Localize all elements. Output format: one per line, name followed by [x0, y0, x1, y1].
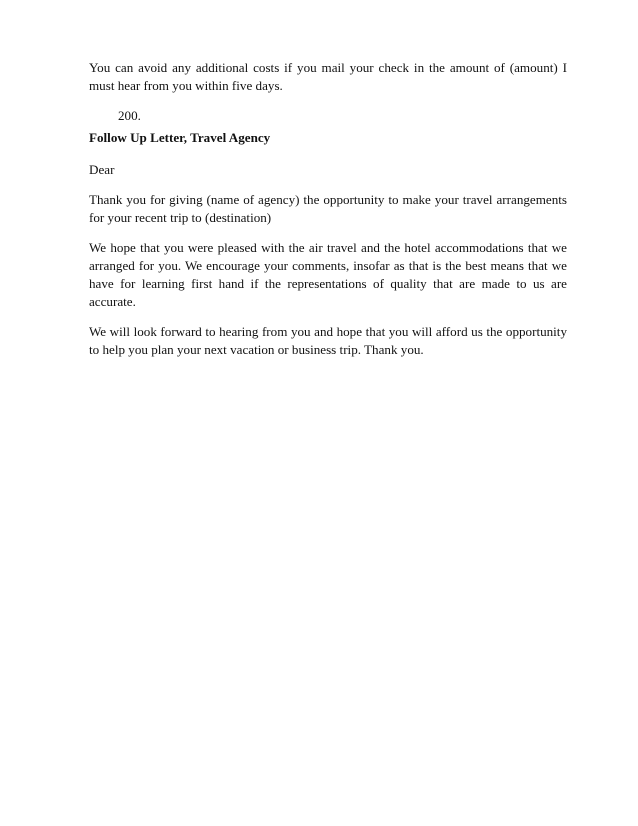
letter-content: [89, 59, 567, 359]
salutation: Dear: [89, 162, 115, 177]
body-paragraph: Thank you for giving (name of agency) the opportunity to make your travel arrangements for your recent trip to (destination): [89, 192, 567, 225]
letter-heading: Follow Up Letter, Travel Agency: [89, 130, 271, 145]
item-number: 200.: [118, 108, 141, 123]
body-paragraph: We hope that you were pleased with the air travel and the hotel accommodations that we arranged for you. We encourage your comments, insofar as that is the best means that we have for learning first hand if the representations of quality that are made to us are accurate.: [89, 240, 567, 309]
body-paragraph: We will look forward to hearing from you and hope that you will afford us the opportunity to help you plan your next vacation or business trip. Thank you.: [89, 324, 567, 357]
intro-paragraph: You can avoid any additional costs if you mail your check in the amount of (amount) I must hear from you within five days.: [89, 60, 567, 93]
